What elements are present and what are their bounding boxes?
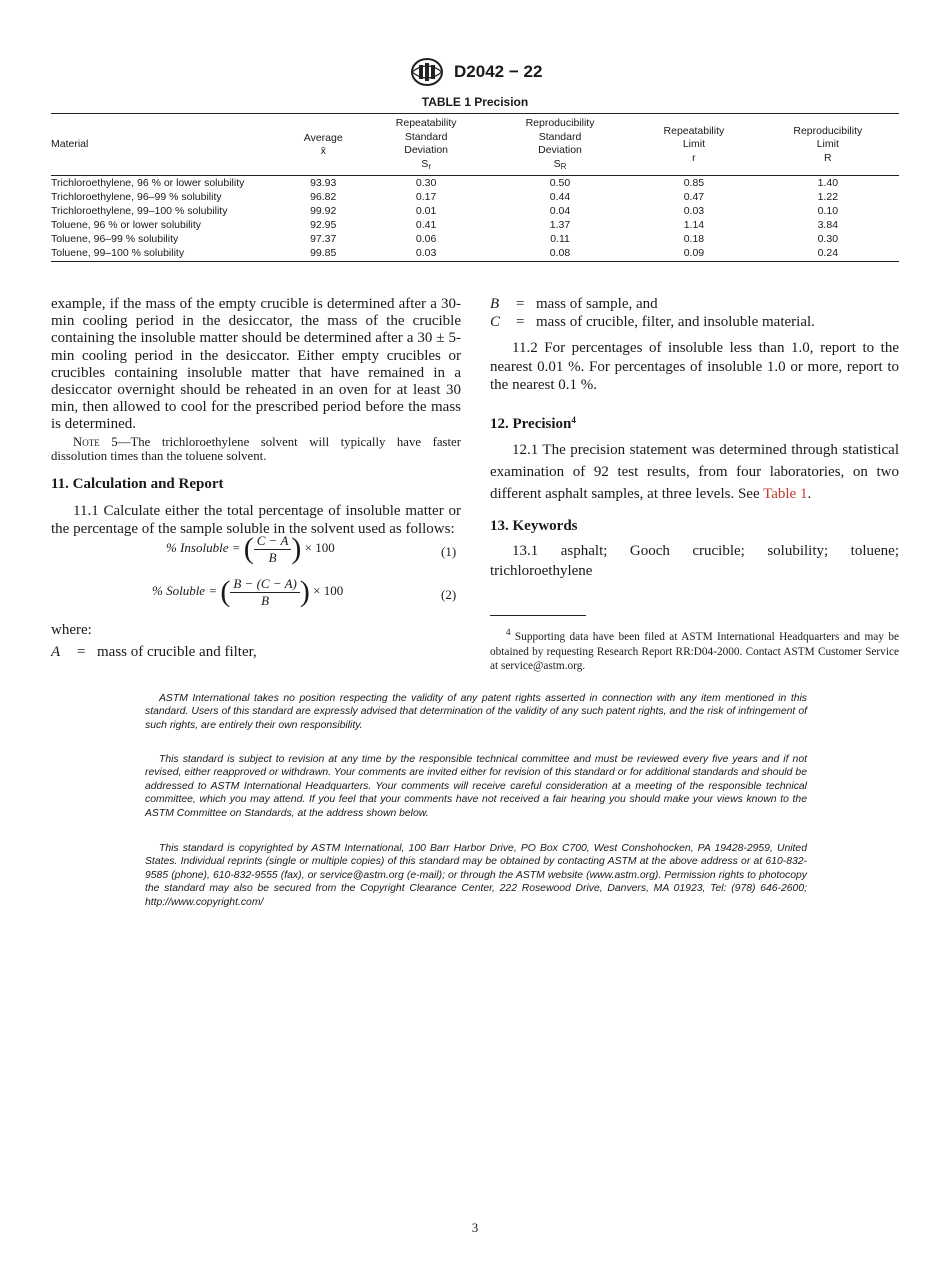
- revision-notice: This standard is subject to revision at any time by the responsible technical committee and must be reviewed every five years and if not revised, either reapproved or withdrawn. Your comments are invited either for revision of this standard or for additional standards and should be addressed to ASTM International Headquarters. Your comments will receive careful consideration at a meeting of the responsible technical committee, which you may attend. If you feel that your comments have not received a fair hearing you should make your views known to the ASTM Committee on Standards, at the address shown below.: [145, 754, 807, 819]
- cell-sr: 0.03: [363, 246, 488, 262]
- cell-R: 3.84: [817, 219, 839, 231]
- paragraph-11-2: 11.2 For percentages of insoluble less than 1.0, report to the nearest 0.01 %. For percentages of insoluble 1.0 or more, report to the nearest 0.1 %.: [490, 340, 899, 393]
- cell-material: Trichloroethylene, 96–99 % solubility: [51, 191, 222, 203]
- patent-disclaimer: ASTM International takes no position respecting the validity of any patent rights asserted in connection with any item mentioned in this standard. Users of this standard are expressly advised that determination of the validity of any such patent rights, and the risk of infringement of such rights, are entirely their own responsibility.: [145, 693, 807, 731]
- cell-R: 1.40: [817, 177, 839, 189]
- section-12-title: 12. Precision$^4$: [490, 414, 576, 432]
- cell-material: Toluene, 96–99 % solubility: [51, 233, 179, 245]
- table-row: [51, 204, 899, 218]
- table-row: [51, 218, 899, 232]
- cell-r: 0.47: [683, 191, 705, 203]
- cell-average: 96.82: [310, 191, 337, 203]
- cell-sR: 1.37: [549, 219, 571, 231]
- cell-R: 1.22: [817, 191, 839, 203]
- cell-sR: 0.11: [550, 233, 570, 245]
- cell-r: 1.14: [683, 219, 705, 231]
- col-header-reproducibility-limit: Reproducibility Limit R: [757, 114, 899, 176]
- cell-sR: 0.44: [549, 191, 571, 203]
- cell-R: 0.24: [757, 246, 899, 262]
- table-row: [51, 190, 899, 204]
- table-row: [51, 176, 899, 191]
- cell-average: 99.85: [283, 246, 363, 262]
- paragraph-12-1: 12.1 The precision statement was determined through statistical examination of 92 test results, from four laboratories, on two different asphalt samples, at three levels. See Table 1.: [490, 441, 899, 502]
- cell-sR: 0.08: [489, 246, 631, 262]
- footnote-4: $^4$ Supporting data have been filed at ASTM International Headquarters and may be obtained by requesting Research Report RR:D04-2000. Contact ASTM Customer Service at service@astm.org.: [490, 627, 899, 672]
- astm-logo-icon: [408, 56, 446, 88]
- cell-sR: 0.50: [549, 177, 571, 189]
- cell-sr: 0.41: [415, 219, 437, 231]
- cell-r: 0.03: [683, 205, 705, 217]
- left-column: [51, 296, 461, 538]
- document-designation: D2042 − 22: [454, 62, 543, 81]
- cell-r: 0.85: [683, 177, 705, 189]
- paragraph-13-1: 13.1 asphalt; Gooch crucible; solubility; toluene; trichloroethylene: [490, 542, 899, 579]
- equation-1-number: (1): [441, 544, 457, 559]
- table-row: [51, 246, 899, 262]
- cell-material: Trichloroethylene, 99–100 % solubility: [51, 205, 228, 217]
- section-11-title: 11. Calculation and Report: [51, 475, 224, 492]
- footnote-rule: [490, 615, 586, 616]
- col-header-average: Average x̄: [283, 114, 363, 176]
- cell-average: 93.93: [310, 177, 337, 189]
- equation-2-number: (2): [441, 587, 457, 602]
- cell-R: 0.10: [817, 205, 839, 217]
- col-header-repeatability-limit: Repeatability Limit r: [631, 114, 756, 176]
- equation-1: % Insoluble = ( $\frac{C - A}{B}$ ) × 100: [166, 532, 335, 565]
- cell-average: 92.95: [310, 219, 337, 231]
- cell-sr: 0.06: [415, 233, 437, 245]
- cell-r: 0.18: [683, 233, 705, 245]
- table-header-row: [51, 114, 899, 176]
- col-header-material: Material: [51, 114, 283, 176]
- where-label: where:: [51, 622, 92, 638]
- cell-average: 97.37: [310, 233, 337, 245]
- cell-material: Trichloroethylene, 96 % or lower solubility: [51, 177, 245, 189]
- note-text: —The trichloroethylene solvent will typically have faster dissolution times than the toluene solvent.: [51, 434, 461, 464]
- col-header-repeatability-sd: Repeatability Standard Deviation $S_r$: [363, 114, 488, 176]
- table-row: [51, 232, 899, 246]
- cell-sR: 0.04: [549, 205, 571, 217]
- note-label: Note 5: [73, 434, 118, 449]
- precision-table: [51, 113, 899, 262]
- cell-R: 0.30: [817, 233, 839, 245]
- cell-sr: 0.01: [415, 205, 437, 217]
- cell-sr: 0.30: [415, 177, 437, 189]
- page-number: 3: [471, 1220, 479, 1235]
- cell-material: Toluene, 96 % or lower solubility: [51, 219, 201, 231]
- copyright-notice: This standard is copyrighted by ASTM International, 100 Barr Harbor Drive, PO Box C700, West Conshohocken, PA 19428-2959, United States. Individual reprints (single or multiple copies) of this standard may be obtained by contacting ASTM at the above address or at 610-832-9585 (phone), 610-832-9555 (fax), or service@astm.org (e-mail); or through the ASTM website (www.astm.org). Permission rights to photocopy the standard may also be secured from the Copyright Clearance Center, 222 Rosewood Drive, Danvers, MA 01923, Tel: (978) 646-2600; http://www.copyright.com/: [145, 843, 807, 908]
- note-5: [51, 435, 461, 464]
- cell-sr: 0.17: [415, 191, 437, 203]
- equation-2: % Soluble = ( $\frac{B - (C - A)}{B}$ ) × 100: [152, 575, 344, 608]
- section-13-title: 13. Keywords: [490, 517, 578, 534]
- table-1-link[interactable]: Table 1: [763, 485, 808, 502]
- definition-c: C = mass of crucible, filter, and insoluble material.: [490, 314, 815, 330]
- right-column: [490, 339, 899, 581]
- col-header-reproducibility-sd: Reproducibility Standard Deviation $S_R$: [489, 114, 631, 176]
- cell-average: 99.92: [310, 205, 337, 217]
- table-title: TABLE 1 Precision: [421, 95, 529, 109]
- definition-a: A = mass of crucible and filter,: [51, 644, 257, 660]
- cell-r: 0.09: [631, 246, 756, 262]
- page-header: [0, 56, 950, 88]
- cell-material: Toluene, 99–100 % solubility: [51, 246, 283, 262]
- paragraph-11-1: 11.1 Calculate either the total percentage of insoluble matter or the percentage of the sample soluble in the solvent used as follows:: [51, 502, 461, 537]
- continued-paragraph: example, if the mass of the empty crucible is determined after a 30-min cooling period in the desiccator, the mass of the crucible containing the insoluble matter should be determined after a 30 ± 5-min cooling period in the desiccator. Either empty crucibles or crucibles containing insoluble matter that have remained in a desiccator overnight should be reheated in an oven for at least 30 min, then allowed to cool for the prescribed period before the mass is determined.: [51, 296, 461, 433]
- definition-b: B = mass of sample, and: [490, 296, 658, 312]
